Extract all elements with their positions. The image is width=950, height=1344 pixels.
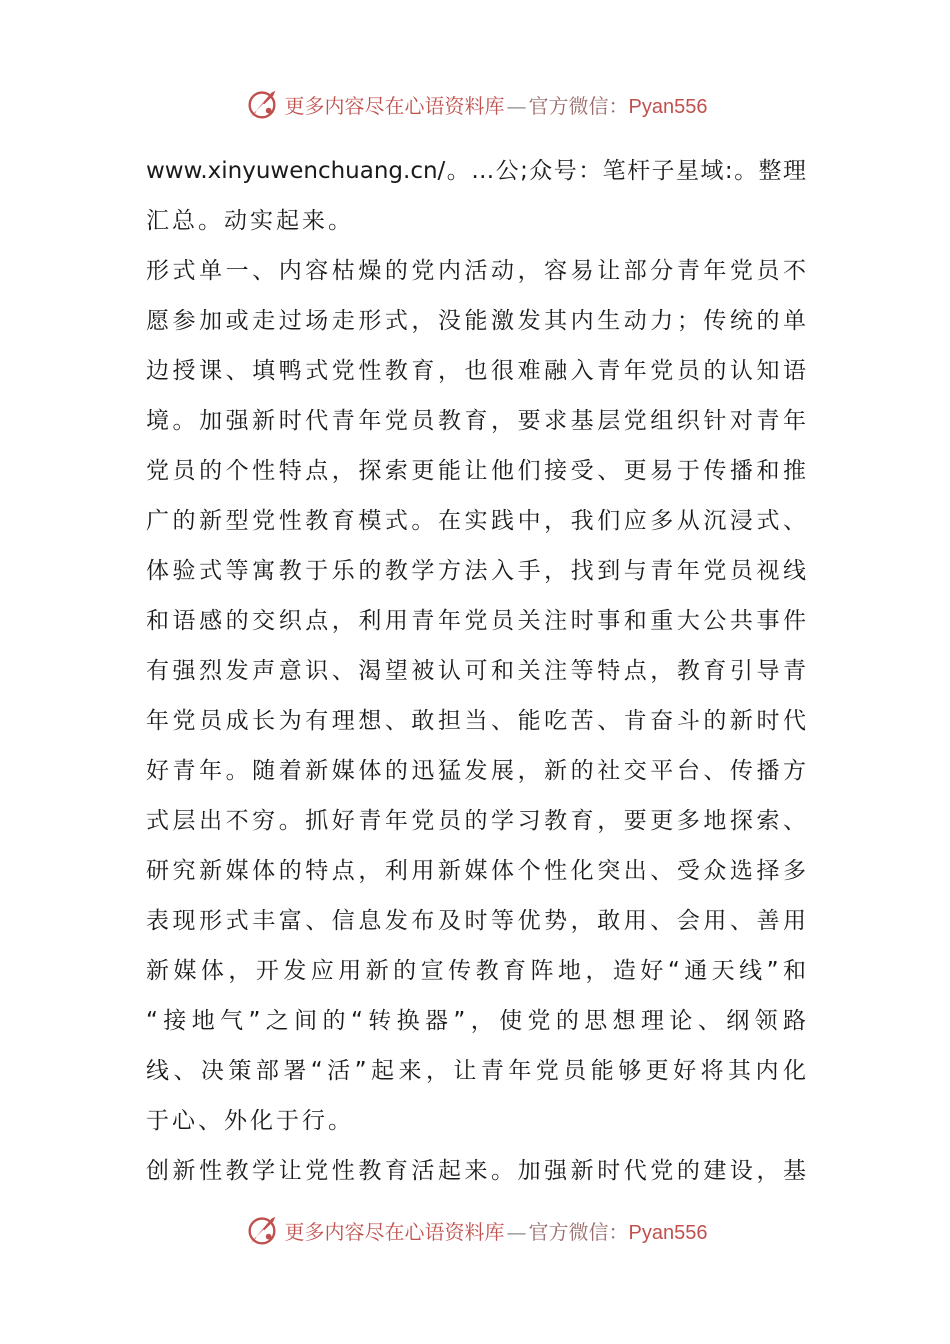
header-prefix: 更多内容尽在心语资料库 (284, 93, 505, 118)
footer-banner-text (285, 1216, 708, 1245)
body-line: 于心、外化于行。 (146, 1108, 354, 1134)
header-banner-text (285, 90, 708, 119)
body-line: 有强烈发声意识、渴望被认可和关注等特点，教育引导青 (146, 658, 806, 684)
body-line: 境。加强新时代青年党员教育，要求基层党组织针对青年 (146, 408, 806, 434)
body-line: 式层出不穷。抓好青年党员的学习教育，要更多地探索、 (146, 808, 806, 834)
quill-logo-icon (243, 85, 281, 123)
body-line: 体验式等寓教于乐的教学方法入手，找到与青年党员视线 (146, 558, 806, 584)
body-line: www.xinyuwenchuang.cn/。…公;众号：笔杆子星域:。整理 (146, 158, 806, 184)
body-line: “接地气”之间的“转换器”，使党的思想理论、纲领路 (146, 1008, 806, 1034)
body-line: 创新性教学让党性教育活起来。加强新时代党的建设，基 (146, 1158, 806, 1184)
body-line: 线、决策部署“活”起来，让青年党员能够更好将其内化 (146, 1058, 806, 1084)
quill-logo-icon (243, 1211, 281, 1249)
header-separator: — (506, 93, 527, 118)
footer-banner (0, 1208, 950, 1252)
footer-handle: Pyan556 (628, 1221, 708, 1244)
body-line: 和语感的交织点，利用青年党员关注时事和重大公共事件 (146, 608, 806, 634)
body-line: 年党员成长为有理想、敢担当、能吃苦、肯奋斗的新时代 (146, 708, 806, 734)
body-line: 研究新媒体的特点，利用新媒体个性化突出、受众选择多 (146, 858, 806, 884)
header-banner (0, 82, 950, 126)
body-line: 表现形式丰富、信息发布及时等优势，敢用、会用、善用 (146, 908, 806, 934)
footer-wechat-label: 官方微信： (528, 1219, 629, 1244)
body-line: 广的新型党性教育模式。在实践中，我们应多从沉浸式、 (146, 508, 806, 534)
document-body (146, 146, 806, 1196)
header-wechat-label: 官方微信： (528, 93, 629, 118)
footer-separator: — (506, 1219, 527, 1244)
footer-prefix: 更多内容尽在心语资料库 (284, 1219, 505, 1244)
body-line: 愿参加或走过场走形式，没能激发其内生动力；传统的单 (146, 308, 806, 334)
body-line: 党员的个性特点，探索更能让他们接受、更易于传播和推 (146, 458, 806, 484)
body-line: 好青年。随着新媒体的迅猛发展，新的社交平台、传播方 (146, 758, 806, 784)
body-line: 边授课、填鸭式党性教育，也很难融入青年党员的认知语 (146, 358, 806, 384)
body-line: 新媒体，开发应用新的宣传教育阵地，造好“通天线”和 (146, 958, 806, 984)
header-handle: Pyan556 (628, 95, 708, 118)
body-line: 形式单一、内容枯燥的党内活动，容易让部分青年党员不 (146, 258, 806, 284)
body-line: 汇总。动实起来。 (146, 208, 354, 234)
